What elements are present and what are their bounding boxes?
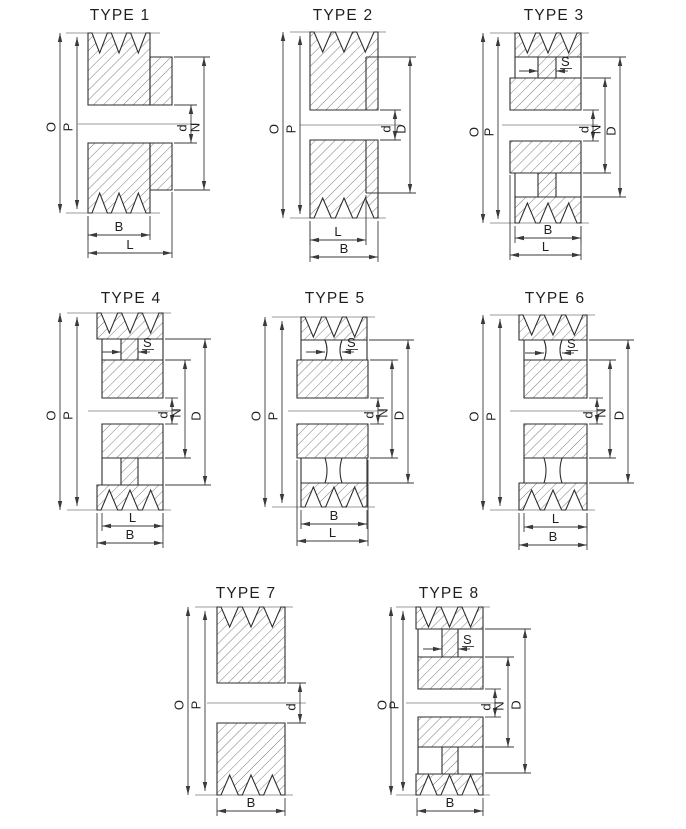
type-8-dim-P: P <box>386 700 402 710</box>
type-5-dim-P: P <box>265 411 281 421</box>
type-4-dim-L: L <box>128 510 137 525</box>
type-1-title: TYPE 1 <box>89 7 151 24</box>
type-2-dim-L: L <box>334 224 342 239</box>
type-8-title: TYPE 8 <box>418 585 480 602</box>
type-5-dim-O: O <box>248 410 264 422</box>
type-4-dim-O: O <box>43 410 59 421</box>
web-upper-section <box>121 339 138 360</box>
type-3-dim-O: O <box>466 126 482 138</box>
type-3-dim-B: B <box>543 222 553 237</box>
type-3-dim-P: P <box>481 127 497 137</box>
type-3-dim-N: N <box>588 124 604 135</box>
type-3-title: TYPE 3 <box>523 7 585 24</box>
type-6-dim-L: L <box>551 511 560 526</box>
rim-lower-section <box>310 140 378 218</box>
rim-lower-band <box>301 483 367 507</box>
type-8-dim-S: S <box>463 632 472 647</box>
rim-lower-band <box>416 774 483 795</box>
type-5-dim-S: S <box>347 335 356 350</box>
type-4-title: TYPE 4 <box>100 290 162 307</box>
type-2-drawing <box>267 7 417 262</box>
type-4-dim-D: D <box>188 411 204 421</box>
hub-upper-section <box>418 657 483 689</box>
type-5-dim-L: L <box>328 525 337 540</box>
type-7-dim-P: P <box>188 700 204 710</box>
hub-upper-section <box>524 360 587 398</box>
type-5-drawing <box>249 290 415 546</box>
rim-upper-band <box>301 317 367 340</box>
type-2-dim-d: d <box>378 125 394 133</box>
type-3-dim-L: L <box>541 239 550 254</box>
rim-upper-section <box>310 32 378 110</box>
type-6-title: TYPE 6 <box>524 290 586 307</box>
type-5-title: TYPE 5 <box>304 290 366 307</box>
rim-upper-band <box>515 33 581 57</box>
type-6-dim-S: S <box>567 336 576 351</box>
rim-upper-band <box>416 607 483 629</box>
type-4-dim-B: B <box>125 527 135 542</box>
type-5-dim-N: N <box>375 408 391 418</box>
type-6-drawing <box>467 290 635 550</box>
type-3-dim-S: S <box>561 54 570 69</box>
type-2-title: TYPE 2 <box>312 7 374 24</box>
rim-upper-section <box>88 33 150 105</box>
hub-lower-section <box>102 424 163 458</box>
type-2-dim-B: B <box>339 241 349 256</box>
type-4-dim-N: N <box>168 408 184 418</box>
type-1-dim-L: L <box>126 237 134 252</box>
type-3-dim-D: D <box>603 126 619 136</box>
type-4-dim-S: S <box>143 335 152 350</box>
hub-lower-section <box>297 424 368 458</box>
type-8-dim-D: D <box>508 700 524 710</box>
type-2-dim-O: O <box>266 123 282 135</box>
type-3-drawing <box>467 7 627 260</box>
type-8-dim-d: d <box>478 703 494 711</box>
type-8-dim-O: O <box>374 699 390 711</box>
type-7-dim-d: d <box>283 703 299 711</box>
type-6-dim-D: D <box>611 410 627 421</box>
hub-upper-section <box>150 57 172 105</box>
rim-lower-band <box>515 197 581 223</box>
rim-upper-section <box>217 607 285 683</box>
web-lower-section <box>121 458 138 485</box>
hub-upper-section <box>510 78 581 110</box>
rim-lower-section <box>217 723 285 795</box>
type-4-drawing <box>44 290 212 548</box>
web-lower-section <box>442 747 458 774</box>
type-2-dim-P: P <box>283 124 299 134</box>
type-3-dim-d: d <box>576 125 592 134</box>
type-5-dim-d: d <box>361 411 377 419</box>
type-8-drawing <box>375 585 532 816</box>
type-4-dim-P: P <box>60 411 76 420</box>
hub-upper-section <box>102 360 163 398</box>
type-7-dim-O: O <box>171 699 187 711</box>
type-6-dim-B: B <box>548 529 558 544</box>
hub-upper-section <box>297 360 368 398</box>
rim-upper-band <box>519 315 587 340</box>
type-1-dim-d: d <box>174 124 190 132</box>
type-1-dim-O: O <box>43 121 59 133</box>
rim-lower-band <box>97 485 163 510</box>
type-5-dim-D: D <box>391 410 407 421</box>
type-6-dim-P: P <box>483 412 499 421</box>
type-4-dim-d: d <box>155 411 171 419</box>
web-lower-section <box>538 173 556 197</box>
hub-lower-section <box>418 717 483 747</box>
hub-lower-section <box>150 143 172 190</box>
web-upper-section <box>538 57 556 78</box>
type-5-dim-B: B <box>329 508 339 523</box>
type-8-dim-B: B <box>445 795 455 810</box>
type-8-dim-N: N <box>491 701 507 711</box>
type-6-dim-d: d <box>580 411 596 419</box>
type-6-dim-N: N <box>593 408 609 418</box>
rim-lower-section <box>88 143 150 213</box>
type-1-drawing <box>44 7 211 258</box>
type-6-dim-O: O <box>466 411 482 422</box>
rim-upper-band <box>97 313 163 339</box>
type-7-dim-B: B <box>246 795 256 810</box>
type-1-dim-P: P <box>60 122 76 132</box>
type-7-title: TYPE 7 <box>215 585 277 602</box>
type-1-dim-N: N <box>187 122 203 133</box>
web-upper-section <box>442 629 458 657</box>
type-7-drawing <box>172 585 307 816</box>
type-2-dim-D: D <box>393 124 409 134</box>
hub-lower-section <box>524 424 587 458</box>
hub-lower-section <box>510 141 581 173</box>
rim-lower-band <box>519 483 587 510</box>
type-1-dim-B: B <box>114 219 124 234</box>
